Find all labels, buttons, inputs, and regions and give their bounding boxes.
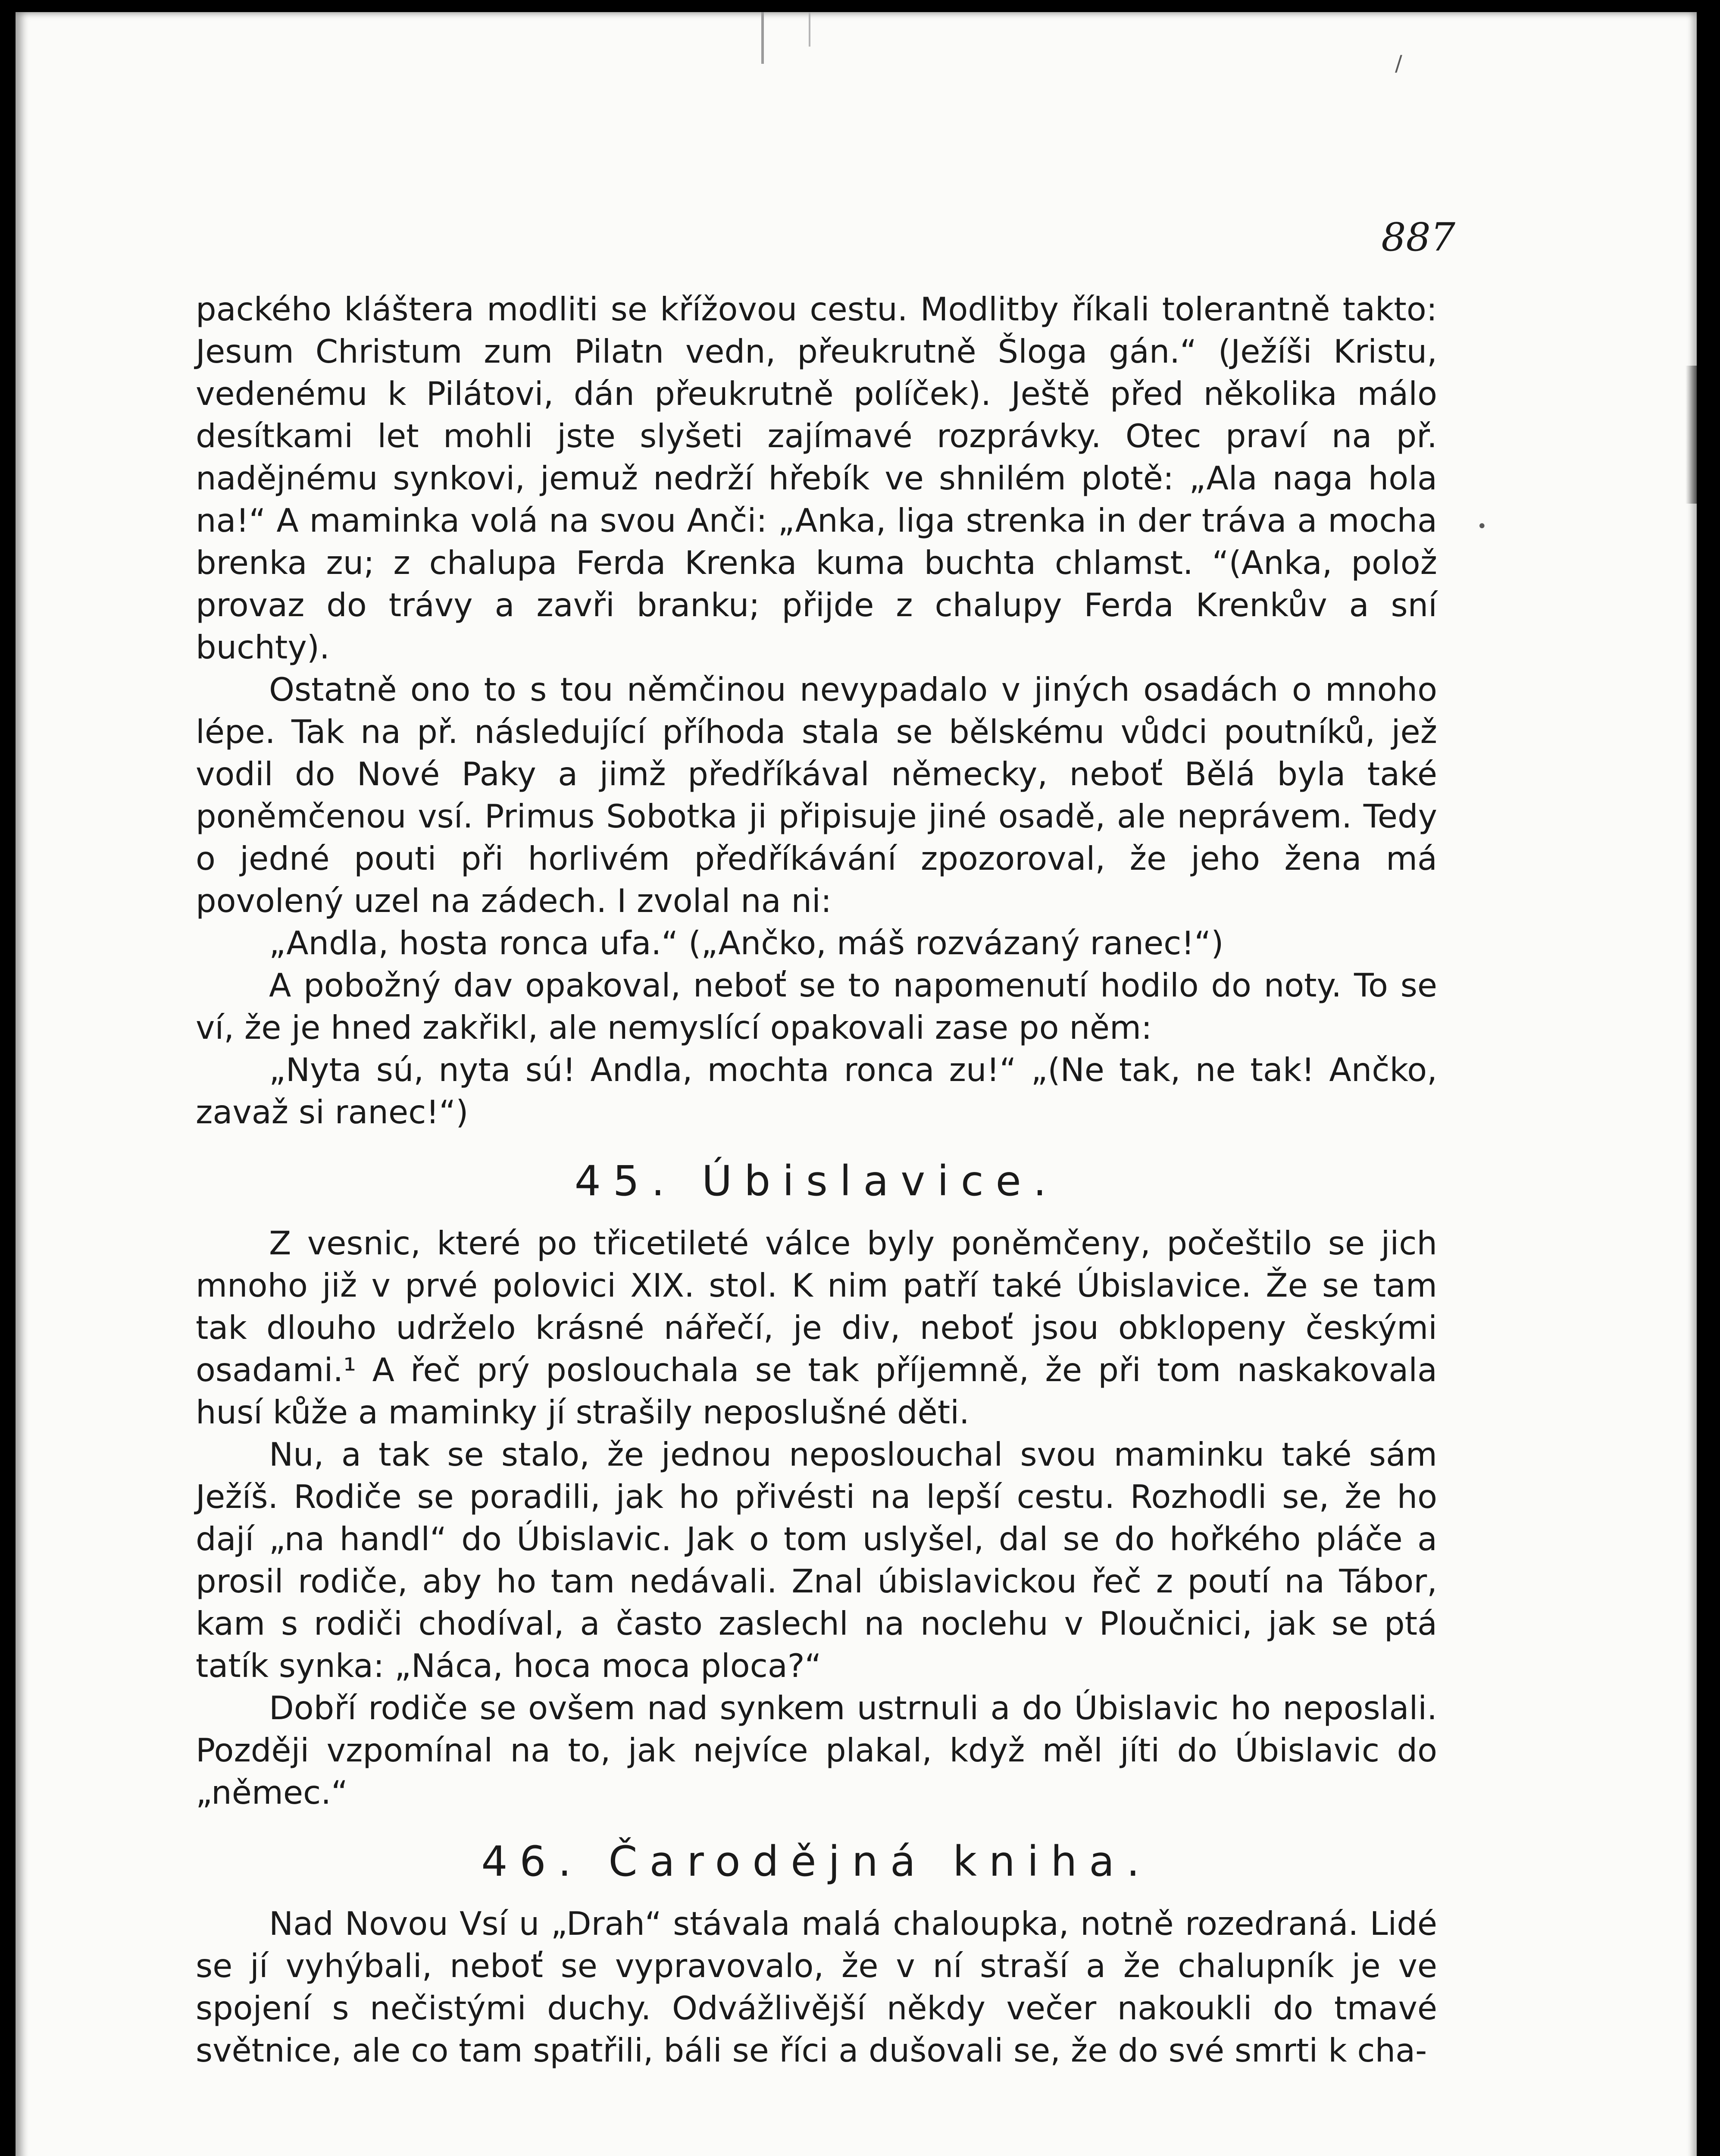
stray-dot-mark: •: [1477, 517, 1487, 536]
paragraph: Ostatně ono to s tou němčinou nevypadalo v jiných osadách o mnoho lépe. Tak na př. následující příhoda stala se bělskému vůdci poutníků, jež vodil do Nové Paky a jimž předříkával německy, neboť Bělá byla také poněmčenou vsí. Primus Sobotka ji připisuje jiné osadě, ale neprávem. Tedy o jedné pouti při horlivém předříkávání zpozoroval, že jeho žena má povolený uzel na zádech. I zvolal na ni:: [196, 671, 1437, 920]
page-number: 887: [1381, 215, 1455, 260]
quoted-line: „Nyta sú, nyta sú! Andla, mochta ronca zu!“ „(Ne tak, ne tak! Ančko, zavaž si ranec!“): [196, 1051, 1437, 1131]
scan-fold-mark: [809, 12, 810, 47]
scan-fold-mark: [761, 12, 764, 64]
section-heading-45: 45. Úbislavice.: [574, 1157, 1059, 1205]
quoted-line: „Andla, hosta ronca ufa.“ („Ančko, máš rozvázaný ranec!“): [269, 924, 1224, 962]
scanned-page: [16, 12, 1697, 2156]
paragraph: Z vesnic, které po třicetileté válce byly poněmčeny, počeštilo se jich mnoho již v prvé polovici XIX. stol. K nim patří také Úbislavice. Že se tam tak dlouho udrželo krásné nářečí, je div, neboť jsou obklopeny českými osadami.¹ A řeč prý poslouchala se tak příjemně, že při tom naskakovala husí kůže a maminky jí strašily neposlušné děti.: [196, 1224, 1437, 1431]
paragraph: Nu, a tak se stalo, že jednou neposlouchal svou maminku také sám Ježíš. Rodiče se poradili, jak ho přivésti na lepší cestu. Rozhodli se, že ho dají „na handl“ do Úbislavic. Jak o tom uslyšel, dal se do hořkého pláče a prosil rodiče, aby ho tam nedávali. Znal úbislavickou řeč z poutí na Tábor, kam s rodiči chodíval, a často zaslechl na noclehu v Ploučnici, jak se ptá tatík synka: „Náca, hoca moca ploca?“: [196, 1435, 1437, 1685]
section-heading-46: 46. Čarodějná kniha.: [481, 1837, 1152, 1886]
scan-edge-shadow: [1686, 366, 1697, 504]
paragraph: Dobří rodiče se ovšem nad synkem ustrnuli a do Úbislavic ho neposlali. Později vzpomínal na to, jak nejvíce plakal, když měl jíti do Úbislavic do „němec.“: [196, 1689, 1437, 1811]
paragraph: Nad Novou Vsí u „Drah“ stávala malá chaloupka, notně rozedraná. Lidé se jí vyhýbali, neboť se vypravovalo, že v ní straší a že chalupník je ve spojení s nečistými duchy. Odvážlivější někdy večer nakoukli do tmavé světnice, ale co tam spatřili, báli se říci a dušovali se, že do své smrti k cha-: [196, 1905, 1437, 2069]
body-text: [196, 288, 1437, 2071]
paragraph: packého kláštera modliti se křížovou cestu. Modlitby říkali tolerantně takto: Jesum Christum zum Pilatn vedn, přeukrutně Šloga gán.“ (Ježíši Kristu, vedenému k Pilátovi, dán přeukrutně políček). Ještě před několika málo desítkami let mohli jste slyšeti zajímavé rozprávky. Otec praví na př. nadějnému synkovi, jemuž nedrží hřebík ve shnilém plotě: „Ala naga hola na!“ A maminka volá na svou Anči: „Anka, liga strenka in der tráva a mocha brenka zu; z chalupa Ferda Krenka kuma buchta chlamst. “(Anka, polož provaz do trávy a zavři branku; přijde z chalupy Ferda Krenkův a sní buchty).: [196, 290, 1437, 666]
stray-pencil-mark: /: [1395, 51, 1402, 76]
paragraph: A pobožný dav opakoval, neboť se to napomenutí hodilo do noty. To se ví, že je hned zakřikl, ale nemyslící opakovali zase po něm:: [196, 966, 1437, 1047]
